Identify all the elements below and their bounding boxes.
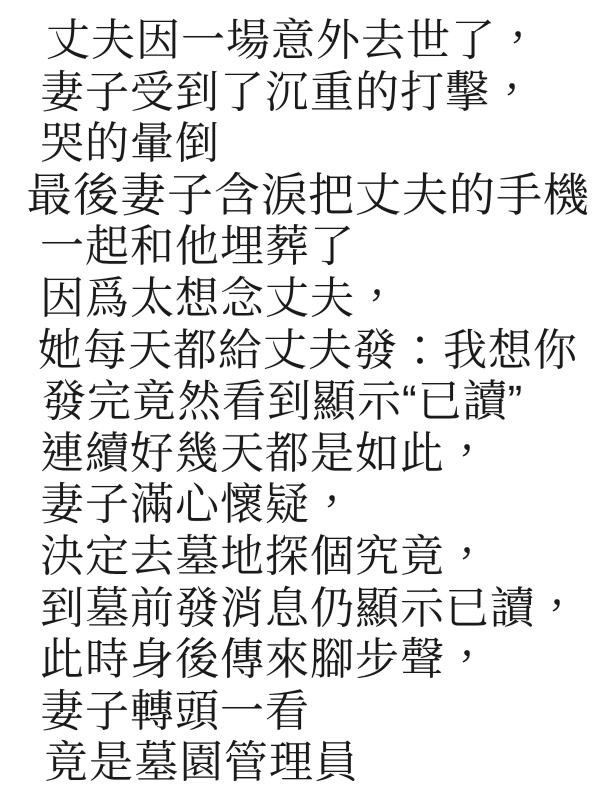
story-line: 最後妻子含淚把丈夫的手機	[26, 168, 590, 221]
story-line: 到墓前發消息仍顯示已讀，	[40, 583, 580, 633]
story-line: 丈夫因一場意外去世了，	[46, 16, 541, 65]
story-line: 一起和他埋葬了	[40, 222, 355, 272]
story-line: 連續好幾天都是如此，	[40, 428, 490, 478]
story-line: 妻子滿心懷疑，	[40, 480, 355, 530]
story-line-cutoff: 竟是墓園管理員	[44, 738, 359, 788]
story-line: 發完竟然看到顯示“已讀”	[42, 377, 524, 427]
story-line: 此時身後傳來腳步聲，	[40, 635, 490, 685]
story-line: 妻子受到了沉重的打擊，	[40, 67, 535, 117]
story-line: 哭的暈倒	[40, 119, 220, 169]
story-line: 她每天都給丈夫發：我想你	[38, 325, 578, 375]
story-line: 決定去墓地探個究竟，	[40, 531, 490, 581]
story-line: 因爲太想念丈夫，	[40, 273, 400, 323]
story-line: 妻子轉頭一看	[40, 686, 310, 736]
